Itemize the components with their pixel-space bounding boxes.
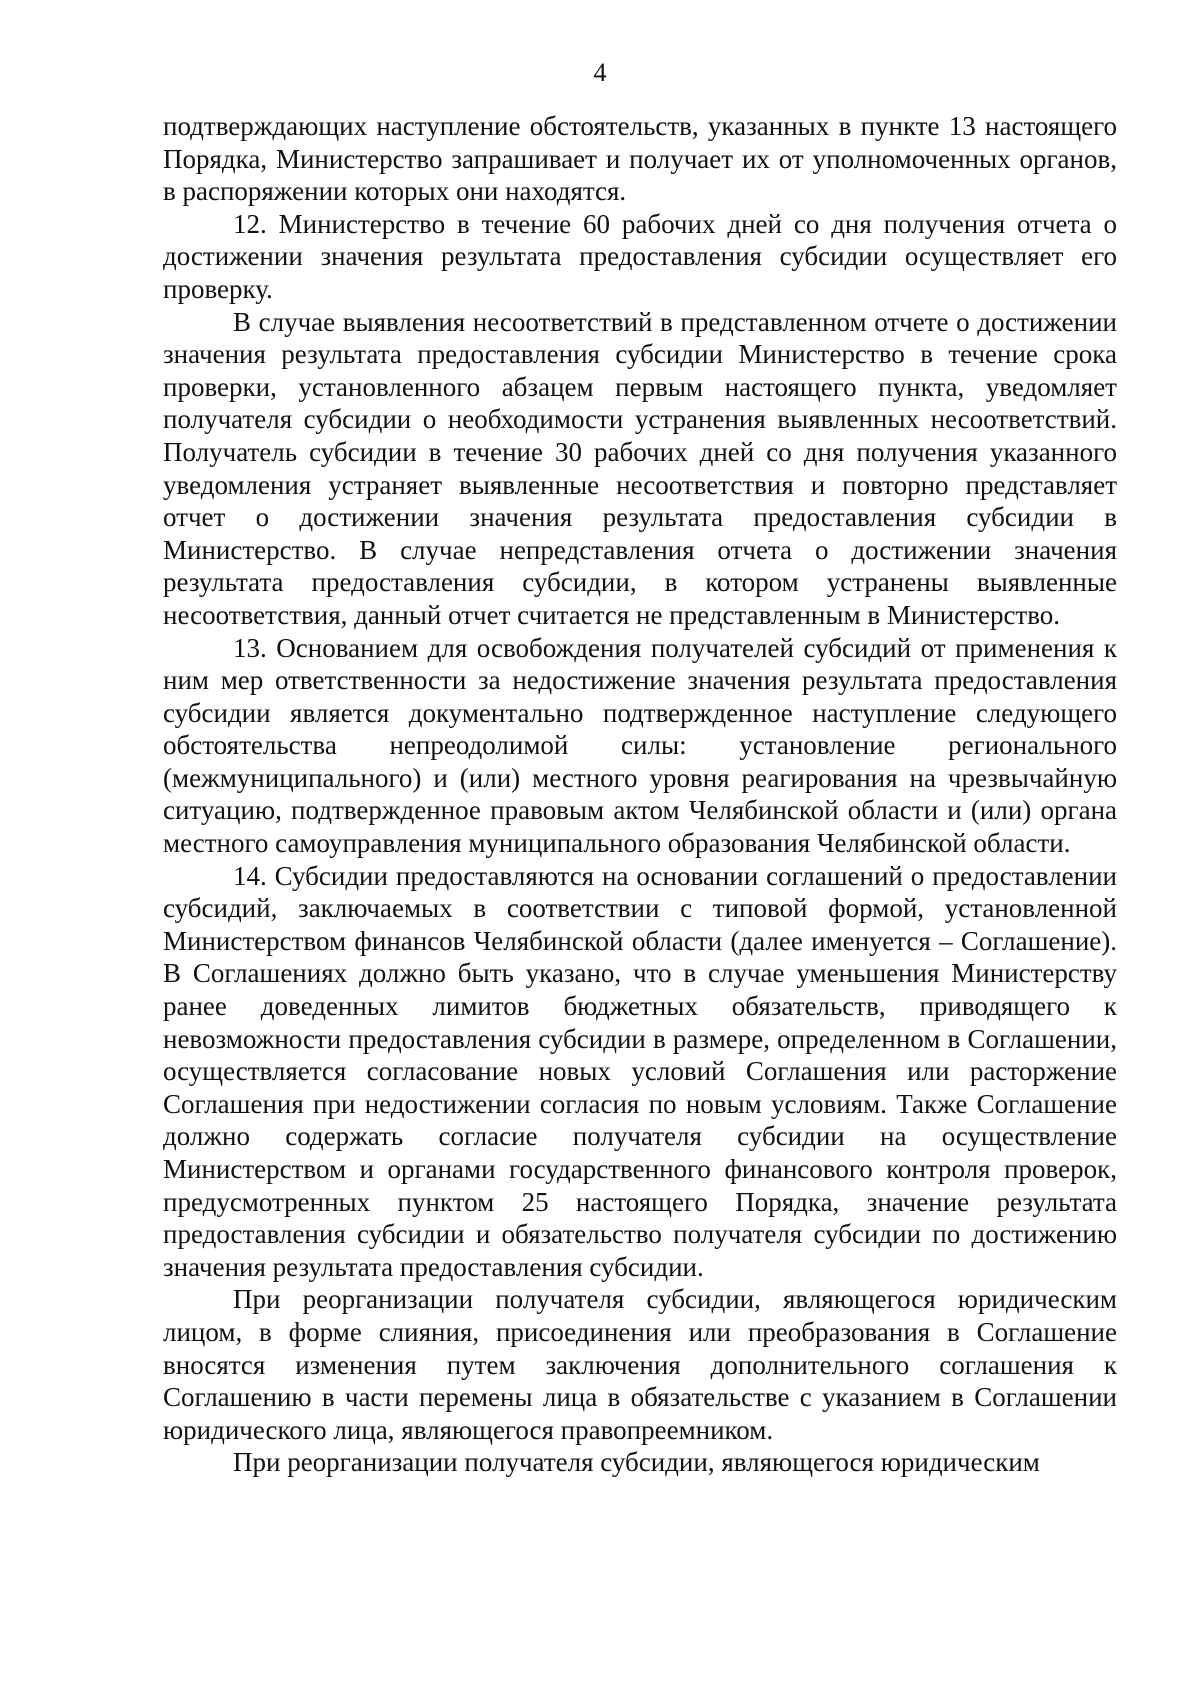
paragraph-item-14: 14. Субсидии предоставляются на основании соглашений о предоставлении субсидий, заключаемых в соответствии с типовой формой, установленной Министерством финансов Челябинской области (далее именуется – Соглашение). В Соглашениях должно быть указано, что в случае уменьшения Министерству ранее доведенных лимитов бюджетных обязательств, приводящего к невозможности предоставления субсидии в размере, определенном в Соглашении, осуществляется согласование новых условий Соглашения или расторжение Соглашения при недостижении согласия по новым условиям. Также Соглашение должно содержать согласие получателя субсидии на осуществление Министерством и органами государственного финансового контроля проверок, предусмотренных пунктом 25 настоящего Порядка, значение результата предоставления субсидии и обязательство получателя субсидии по достижению значения результата предоставления субсидии. [163, 860, 1117, 1282]
paragraph-item-12-discrepancies: В случае выявления несоответствий в представленном отчете о достижении значения результата предоставления субсидии Министерство в течение срока проверки, установленного абзацем первым настоящего пункта, уведомляет получателя субсидии о необходимости устранения выявленных несоответствий. Получатель субсидии в течение 30 рабочих дней со дня получения указанного уведомления устраняет выявленные несоответствия и повторно представляет отчет о достижении значения результата предоставления субсидии в Министерство. В случае непредставления отчета о достижении значения результата предоставления субсидии, в котором устранены выявленные несоответствия, данный отчет считается не представленным в Министерство. [163, 306, 1117, 630]
paragraph-item-14-reorganization-cont: При реорганизации получателя субсидии, являющегося юридическим [233, 1447, 1040, 1478]
paragraph-item-13: 13. Основанием для освобождения получателей субсидий от применения к ним мер ответственности за недостижение значения результата предоставления субсидии является документально подтвержденное наступление следующего обстоятельства непреодолимой силы: установление регионального (межмуниципального) и (или) местного уровня реагирования на чрезвычайную ситуацию, подтвержденное правовым актом Челябинской области и (или) органа местного самоуправления муниципального образования Челябинской области. [163, 632, 1117, 859]
paragraph-item-14-reorganization: При реорганизации получателя субсидии, являющегося юридическим лицом, в форме слияния, присоединения или преобразования в Соглашение вносятся изменения путем заключения дополнительного соглашения к Соглашению в части перемены лица в обязательстве с указанием в Соглашении юридического лица, являющегося правопреемником. [163, 1284, 1117, 1445]
document-body [163, 110, 1117, 1479]
paragraph-item-12: 12. Министерство в течение 60 рабочих дней со дня получения отчета о достижении значения результата предоставления субсидии осуществляет его проверку. [163, 208, 1117, 304]
page-number: 4 [593, 58, 607, 87]
paragraph-continuation: подтверждающих наступление обстоятельств, указанных в пункте 13 настоящего Порядка, Министерство запрашивает и получает их от уполномоченных органов, в распоряжении которых они находятся. [163, 111, 1117, 207]
